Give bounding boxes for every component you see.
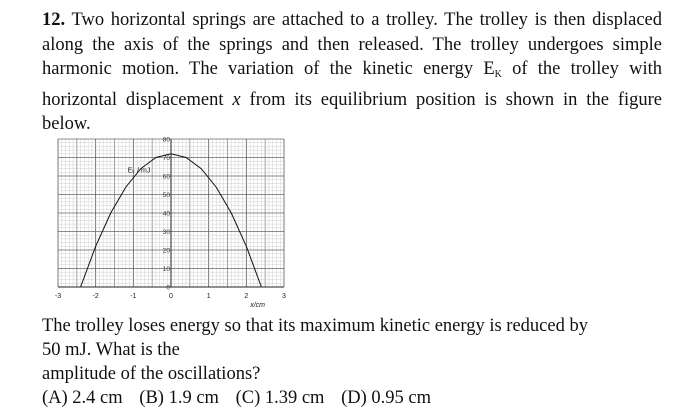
y-axis-label: Eₖ / mJ bbox=[128, 167, 151, 174]
x-tick-label: -3 bbox=[55, 293, 61, 300]
kinetic-energy-graph bbox=[52, 135, 297, 310]
followup-line2: 50 mJ. What is the bbox=[42, 338, 180, 362]
y-tick-label: 60 bbox=[163, 174, 171, 181]
y-tick-label: 40 bbox=[163, 211, 171, 218]
followup-line3: amplitude of the oscillations? bbox=[42, 362, 260, 386]
y-tick-label: 30 bbox=[163, 229, 171, 236]
option-d[interactable]: (D) 0.95 cm bbox=[341, 388, 431, 408]
question-number: 12. bbox=[42, 10, 65, 30]
y-tick-label: 0 bbox=[166, 285, 170, 292]
question-text-part3: from its equilibrium position is shown in the figure below. bbox=[42, 90, 662, 135]
y-tick-label: 50 bbox=[163, 192, 171, 199]
question-text-part2: of the trolley with horizontal displacement bbox=[42, 59, 662, 110]
option-a[interactable]: (A) 2.4 cm bbox=[42, 388, 123, 408]
x-tick-label: -1 bbox=[130, 293, 136, 300]
question-text-part1: Two horizontal springs are attached to a trolley. The trolley is then displaced along the axis of the springs and then released. The trolley undergoes simple harmonic motion. The variation of the kinetic energy E bbox=[42, 10, 662, 79]
y-tick-label: 80 bbox=[163, 137, 171, 144]
x-axis-label: x/cm bbox=[249, 302, 265, 309]
followup-line1: The trolley loses energy so that its maximum kinetic energy is reduced by bbox=[42, 314, 588, 338]
question-text bbox=[42, 8, 662, 137]
y-tick-label: 10 bbox=[163, 266, 171, 273]
ek-subscript: K bbox=[495, 69, 502, 80]
option-b[interactable]: (B) 1.9 cm bbox=[139, 388, 219, 408]
x-tick-label: -2 bbox=[93, 293, 99, 300]
y-tick-label: 20 bbox=[163, 248, 171, 255]
x-tick-label: 0 bbox=[169, 293, 173, 300]
x-tick-label: 1 bbox=[207, 293, 211, 300]
x-tick-label: 3 bbox=[282, 293, 286, 300]
answer-options bbox=[42, 386, 443, 410]
option-c[interactable]: (C) 1.39 cm bbox=[236, 388, 325, 408]
x-tick-label: 2 bbox=[244, 293, 248, 300]
y-tick-label: 70 bbox=[163, 155, 171, 162]
x-symbol: x bbox=[232, 90, 240, 110]
